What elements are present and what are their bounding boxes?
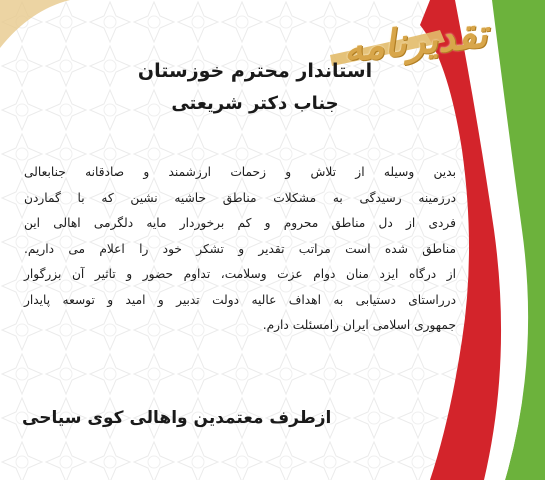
body-line: فردی از دل مناطق محروم و کم برخوردار مایه دلگرمی اهالی این: [24, 216, 456, 230]
appreciation-body: [24, 160, 456, 339]
addressee-name: جناب دکتر شریعتی: [171, 93, 339, 114]
body-line: جمهوری اسلامی ایران رامسئلت دارم.: [262, 318, 456, 332]
addressee-title: استاندار محترم خوزستان: [137, 60, 373, 82]
body-line: از درگاه ایزد منان دوام عزت وسلامت، تداوم حضور و تاثیر آن بزرگوار: [24, 267, 456, 281]
body-line: بدین وسیله از تلاش و زحمات ارزشمند و صادقانه جنابعالی: [24, 165, 456, 179]
body-line: درزمینه رسیدگی به مشکلات مناطق حاشیه نشین که با گماردن: [24, 190, 456, 205]
body-line: مناطق شده است مراتب تقدیر و تشکر خود را اعلام می داریم.: [24, 241, 456, 256]
body-line: درراستای دستیابی به اهداف عالیه دولت تدبیر و امید و توسعه پایدار: [24, 292, 456, 307]
seal-title: تقدیرنامه: [340, 10, 489, 71]
signature-line: ازطرف معتمدین واهالی کوی سیاحی: [22, 408, 332, 428]
